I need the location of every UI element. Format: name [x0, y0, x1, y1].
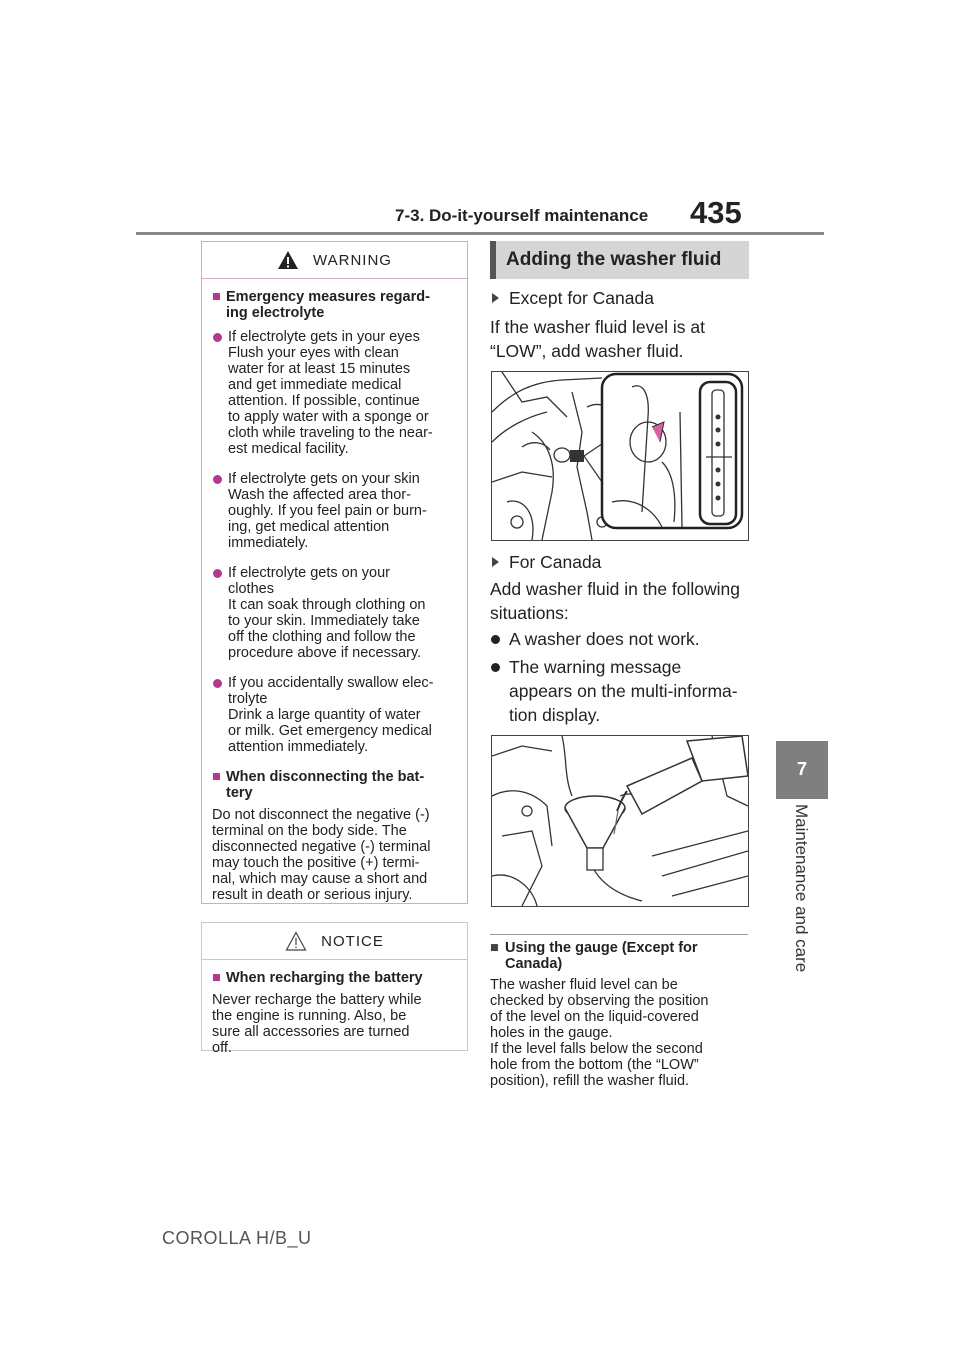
caution-icon	[285, 931, 307, 951]
warning-section-heading: ■ Emergency measures regard- ing electrolyte	[212, 289, 430, 321]
square-bullet-icon: ■	[212, 970, 221, 986]
page-number: 435	[690, 195, 742, 230]
notice-title: NOTICE	[321, 932, 384, 950]
warning-bullet: If electrolyte gets on your skin Wash the affected area thor- oughly. If you feel pain or burn- ing, get medical attention immediately.	[212, 471, 459, 551]
except-canada-text: If the washer fluid level is at “LOW”, add washer fluid.	[490, 317, 705, 361]
header-rule	[136, 232, 824, 235]
warning-box	[201, 241, 468, 904]
notice-text: Never recharge the battery while the engine is running. Also, be sure all accessories are turned off.	[212, 992, 422, 1056]
canada-text: Add washer fluid in the following situations:	[490, 579, 741, 623]
square-bullet-icon: ■	[490, 940, 499, 956]
chapter-title: Maintenance and care	[792, 804, 811, 973]
notice-box	[201, 922, 468, 1056]
canada-bullet: The warning message appears on the multi-informa- tion display.	[490, 655, 760, 727]
notice-header	[202, 923, 467, 960]
canada-label: For Canada	[490, 550, 760, 574]
pouring-fluid-illustration	[491, 735, 749, 907]
section-title: 7-3. Do-it-yourself maintenance	[395, 206, 649, 225]
arrow-bullet-icon	[492, 557, 499, 567]
bullet-dot-icon	[491, 635, 500, 644]
warning-title: WARNING	[313, 251, 392, 269]
chapter-tab	[776, 741, 828, 799]
subsection-rule	[490, 934, 748, 935]
warning-text: Do not disconnect the negative (-) terminal on the body side. The disconnected negative (-) terminal may touch the positive (+) termi- nal, which may cause a short and result in death or serious injury.	[212, 807, 431, 903]
warning-bullet: If electrolyte gets in your eyes Flush your eyes with clean water for at least 15 minutes and get immediate medical attention. If possible, continue to apply water with a sponge or cloth while traveling to the near- est medical facility.	[212, 329, 459, 457]
arrow-bullet-icon	[492, 293, 499, 303]
warning-header	[202, 242, 467, 279]
chapter-number: 7	[796, 759, 807, 779]
bullet-dot-icon	[213, 333, 222, 342]
bullet-dot-icon	[213, 569, 222, 578]
gauge-text: The washer fluid level can be checked by observing the position of the level on the liquid-covered holes in the gauge. If the level falls below the second hole from the bottom (the “LOW” position), refill the washer fluid.	[490, 977, 709, 1089]
except-canada-label: Except for Canada	[490, 286, 760, 310]
notice-heading: ■ When recharging the battery	[212, 970, 423, 986]
bullet-dot-icon	[491, 663, 500, 672]
canada-bullet: A washer does not work.	[490, 627, 760, 651]
square-bullet-icon: ■	[212, 289, 221, 305]
bullet-dot-icon	[213, 475, 222, 484]
washer-gauge-illustration	[491, 371, 749, 541]
footer-model: COROLLA H/B_U	[162, 1228, 312, 1248]
bullet-dot-icon	[213, 679, 222, 688]
warning-icon	[277, 250, 299, 270]
warning-section-heading: ■ When disconnecting the bat- tery	[212, 769, 425, 801]
section-heading: Adding the washer fluid	[490, 241, 749, 279]
square-bullet-icon: ■	[212, 769, 221, 785]
warning-bullet: If you accidentally swallow elec- trolyte Drink a large quantity of water or milk. Get emergency medical attention immediately.	[212, 675, 459, 755]
warning-bullet: If electrolyte gets on your clothes It can soak through clothing on to your skin. Immediately take off the clothing and follow the procedure above if necessary.	[212, 565, 459, 661]
gauge-heading: ■ Using the gauge (Except for Canada)	[490, 940, 698, 972]
